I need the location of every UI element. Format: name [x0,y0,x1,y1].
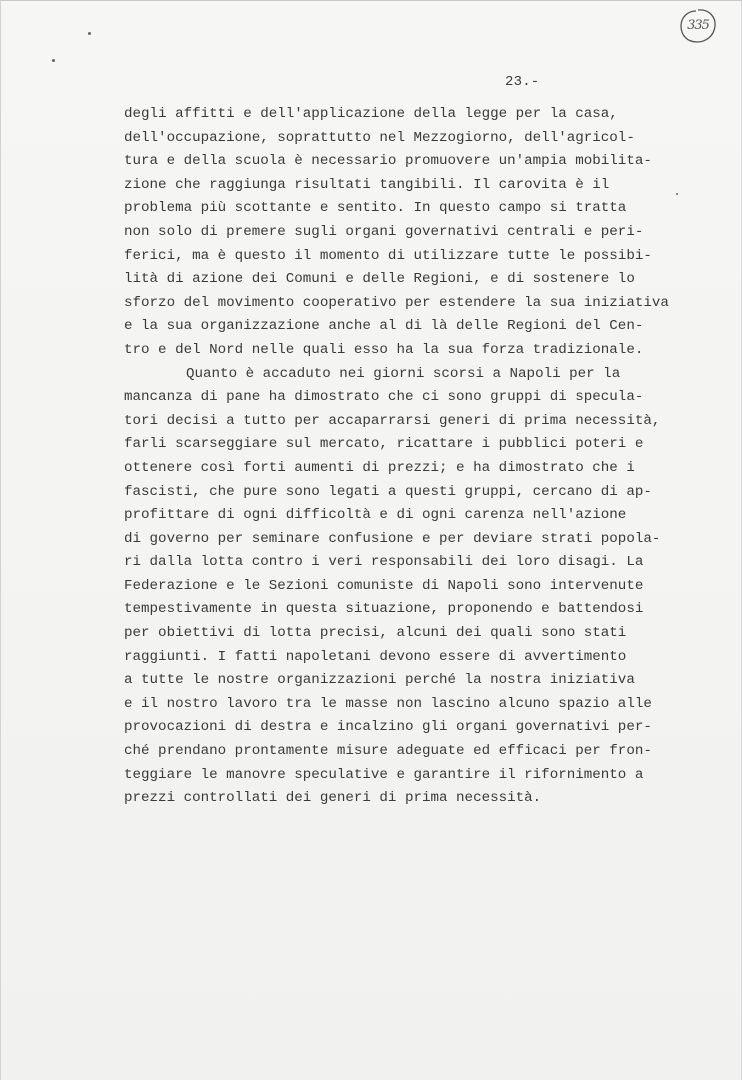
text-line: ri dalla lotta contro i veri responsabili dei loro disagi. La [124,554,644,571]
text-line: profittare di ogni difficoltà e di ogni carenza nell'azione [124,507,627,524]
text-line: prezzi controllati dei generi di prima necessità. [124,790,542,807]
text-line: raggiunti. I fatti napoletani devono essere di avvertimento [124,648,627,665]
text-line: tro e del Nord nelle quali esso ha la sua forza tradizionale. [124,341,644,358]
archive-stamp [679,8,717,44]
text-line: ferici, ma è questo il momento di utilizzare tutte le possibi- [124,247,652,264]
text-line: teggiare le manovre speculative e garantire il rifornimento a [124,766,644,783]
text-line: tempestivamente in questa situazione, proponendo e battendosi [124,601,644,618]
text-line: Federazione e le Sezioni comuniste di Napoli sono intervenute [124,577,644,594]
body-text [124,103,724,811]
scan-speck [52,59,55,62]
text-line: fascisti, che pure sono legati a questi gruppi, cercano di ap- [124,483,652,500]
scan-speck [88,32,91,35]
text-line: e il nostro lavoro tra le masse non lascino alcuno spazio alle [124,695,652,712]
text-line: provocazioni di destra e incalzino gli organi governativi per- [124,719,652,736]
text-line: a tutte le nostre organizzazioni perché la nostra iniziativa [124,672,635,689]
text-line: sforzo del movimento cooperativo per estendere la sua iniziativa [124,294,669,311]
text-line: ché prendano prontamente misure adeguate ed efficaci per fron- [124,743,652,760]
text-line: problema più scottante e sentito. In questo campo si tratta [124,200,627,217]
text-line: non solo di premere sugli organi governativi centrali e peri- [124,223,644,240]
text-line: dell'occupazione, soprattutto nel Mezzogiorno, dell'agricol- [124,129,635,146]
text-line: di governo per seminare confusione e per deviare strati popola- [124,530,661,547]
text-line: degli affitti e dell'applicazione della legge per la casa, [124,106,618,122]
text-line: lità di azione dei Comuni e delle Regioni, e di sostenere lo [124,271,635,288]
text-line-paragraph-start: Quanto è accaduto nei giorni scorsi a Napoli per la [186,365,621,382]
text-line: mancanza di pane ha dimostrato che ci sono gruppi di specula- [124,389,644,406]
scan-border-top [0,0,742,1]
text-line: e la sua organizzazione anche al di là delle Regioni del Cen- [124,318,644,335]
text-line: farli scarseggiare sul mercato, ricattare i pubblici poteri e [124,436,644,453]
stamp-number: 335 [687,18,709,33]
text-line: tura e della scuola è necessario promuovere un'ampia mobilita- [124,153,652,170]
text-line: tori decisi a tutto per accaparrarsi generi di prima necessità, [124,412,661,429]
text-line: ottenere così forti aumenti di prezzi; e ha dimostrato che i [124,459,635,476]
text-line: zione che raggiunga risultati tangibili. Il carovita è il [124,176,610,193]
scan-border-left [0,0,1,1080]
page-number: 23.- [505,74,540,90]
text-line: per obiettivi di lotta precisi, alcuni dei quali sono stati [124,625,627,642]
